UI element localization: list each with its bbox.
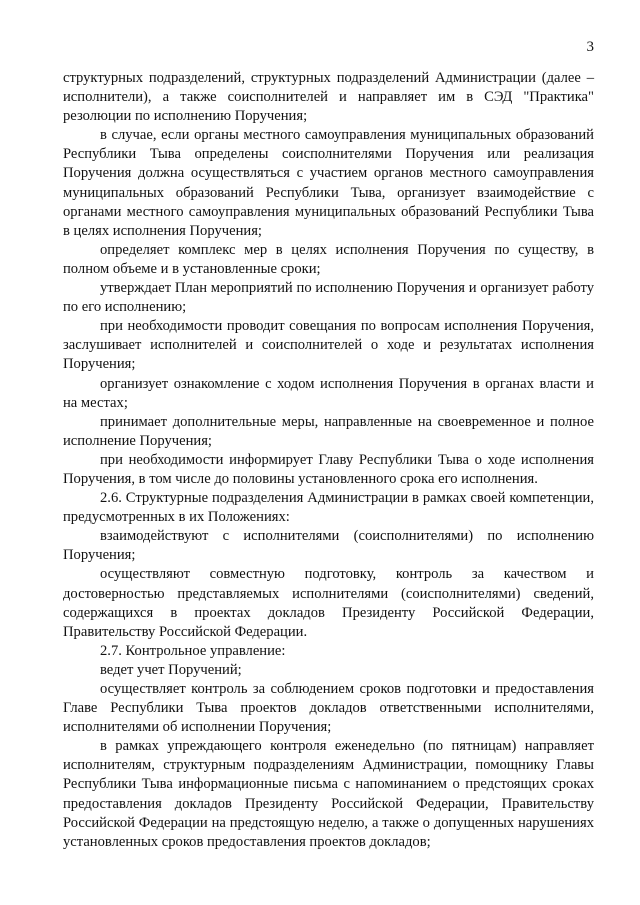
paragraph-deadline-control: осуществляет контроль за соблюдением сроков подготовки и предоставления Главе Республики Тыва проектов докладов ответственными исполнителями, исполнителями об исполнении Поручения; — [63, 681, 594, 736]
paragraph-section-2-6: 2.6. Структурные подразделения Администрации в рамках своей компетенции, предусмотренных в их Положениях: — [63, 490, 594, 526]
paragraph-continuation: структурных подразделений, структурных подразделений Администрации (далее – исполнители), а также соисполнителей и направляет им в СЭД "Практика" резолюции по исполнению Поручения; — [63, 70, 594, 125]
paragraph-additional-measures: принимает дополнительные меры, направленные на своевременное и полное исполнение Поручения; — [63, 413, 594, 449]
document-body — [63, 69, 594, 852]
paragraph-local-government: в случае, если органы местного самоуправления муниципальных образований Республики Тыва определены соисполнителями Поручения или реализация Поручения должна осуществляться с участием органов местного самоуправления муниципальных образований Республики Тыва, организует взаимодействие с органами местного самоуправления муниципальных образований Республики Тыва в целях исполнения Поручения; — [63, 127, 594, 239]
paragraph-interact: взаимодействуют с исполнителями (соисполнителями) по исполнению Поручения; — [63, 528, 594, 564]
paragraph-section-2-7: 2.7. Контрольное управление: — [100, 642, 286, 659]
paragraph-measures: определяет комплекс мер в целях исполнения Поручения по существу, в полном объеме и в установленные сроки; — [63, 241, 594, 277]
paragraph-meetings: при необходимости проводит совещания по вопросам исполнения Поручения, заслушивает исполнителей и соисполнителей о ходе и результатах исполнения Поручения; — [63, 318, 594, 373]
paragraph-joint-preparation: осуществляют совместную подготовку, контроль за качеством и достоверностью представляемых исполнителями (соисполнителями) сведений, содержащихся в проектах докладов Президенту Российской Федерации, Правительству Российской Федерации. — [63, 566, 594, 640]
paragraph-action-plan: утверждает План мероприятий по исполнению Поручения и организует работу по его исполнению; — [63, 280, 594, 316]
paragraph-inform-head: при необходимости информирует Главу Республики Тыва о ходе исполнения Поручения, в том числе до половины установленного срока его исполнения. — [63, 451, 594, 487]
page-number: 3 — [586, 39, 594, 55]
paragraph-records: ведет учет Поручений; — [100, 661, 242, 678]
paragraph-preventive-control: в рамках упреждающего контроля еженедельно (по пятницам) направляет исполнителям, структурным подразделениям Администрации, помощнику Главы Республики Тыва информационные письма с напоминанием о предстоящих сроках предоставления докладов Президенту Российской Федерации, Правительству Российской Федерации на предстоящую неделю, а также о допущенных нарушениях установленных сроков предоставления проектов докладов; — [63, 738, 594, 850]
paragraph-familiarization: организует ознакомление с ходом исполнения Поручения в органах власти и на местах; — [63, 375, 594, 411]
